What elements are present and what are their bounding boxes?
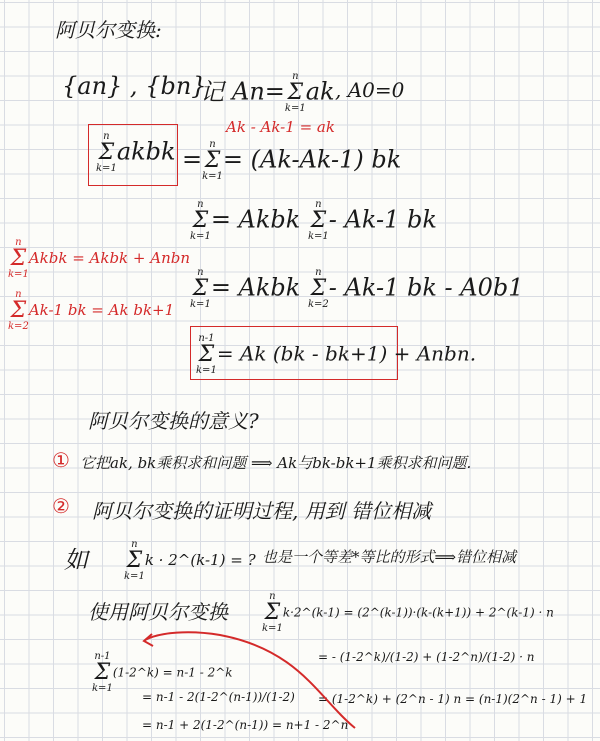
def-ak: ak [305,77,335,106]
l2b-bot: k=1 [307,231,329,242]
l1-sum-top: n [209,139,216,150]
l3-sum-b: n Σ k=2 [307,267,329,310]
lhs-sum: n Σ k=1 [96,131,117,174]
ex-expr: k · 2^(k-1) = ? [144,551,256,569]
l1-sum: n Σ k=1 [202,139,223,182]
l4-sum: n-1 Σ k=1 [196,333,217,376]
example-left-2: = n-1 - 2(1-2^(n-1))/(1-2) [142,690,295,704]
r1a-top: n [15,237,22,248]
example-lead: 如 [64,546,88,574]
def-sum-top: n [292,71,299,82]
l3-text-b: - Ak-1 bk - A0b1 [328,273,524,302]
red-identity: Ak - Ak-1 = ak [226,118,335,136]
def-a0: , A0=0 [335,78,405,102]
example-right-1: = - (1-2^k)/(1-2) + (1-2^n)/(1-2) · n [318,650,535,664]
ap-sum: n Σ k=1 [262,591,283,634]
l2a-top: n [197,199,204,210]
r1-sum-a: n Σ k=1 [8,237,29,280]
point2-num: ② [52,494,70,518]
r2a-top: n [15,289,22,300]
l2-sum-b: n Σ k=1 [307,199,329,242]
meaning-question: 阿贝尔变换的意义? [88,409,259,433]
l3a-top: n [197,267,204,278]
example-right-2: = (1-2^k) + (2^n - 1) n = (n-1)(2^n - 1) + 1 [318,692,588,706]
def-lhs: An= n Σ k=1 ak [232,71,335,114]
l3b-bot: k=2 [307,299,329,310]
l4-bot: k=1 [196,365,217,376]
r2-sum-a: n Σ k=2 [8,289,29,332]
l1-sum-bot: k=1 [202,171,223,182]
sequences-label: {an} , {bn} [62,72,207,100]
l3-sum-a: n Σ k=1 [190,267,211,310]
l2-text-b: - Ak-1 bk [328,205,437,234]
lhs-sum-top: n [103,131,110,142]
point1-num: ① [52,448,70,472]
l1-text: = (Ak-Ak-1) bk [222,145,402,174]
l4-top: n-1 [198,333,215,344]
r2a-bot: k=2 [8,321,29,332]
page-title: 阿贝尔变换: [55,18,162,42]
point2-text: 阿贝尔变换的证明过程, 用到 错位相减 [92,499,432,523]
l3b-top: n [315,267,322,278]
red-eq-1-text: Akbk = Akbk + Anbn [28,249,191,267]
example-left-3: = n-1 + 2(1-2^(n-1)) = n+1 - 2^n [142,718,349,732]
ex-top: n [131,539,138,550]
l2b-top: n [315,199,322,210]
l3-text-a: = Akbk [210,273,301,302]
red-eq-2-text: Ak-1 bk = Ak bk+1 [28,301,175,319]
point1-text: 它把ak, bk乘积求和问题 ⟹ Ak与bk-bk+1乘积求和问题. [80,454,472,472]
ap-text: k·2^(k-1) = (2^(k-1))·(k-(k+1)) + 2^(k-1) · n [282,605,554,620]
l2-sum-a: n Σ k=1 [190,199,211,242]
apply-label: 使用阿贝尔变换 [88,600,228,624]
el-sum: n-1 Σ k=1 [92,651,113,694]
ex-bot: k=1 [124,571,145,582]
example-comment: 也是一个等差*等比的形式⟹错位相减 [262,548,517,566]
deriv-line-1: = n Σ k=1 = (Ak-Ak-1) bk [182,139,402,182]
r1a-bot: k=1 [8,269,29,280]
l2-text-a: = Akbk [210,205,301,234]
note-label: 记 [200,78,224,106]
l3a-bot: k=1 [190,299,211,310]
ap-top: n [269,591,276,602]
ap-bot: k=1 [262,623,283,634]
l2a-bot: k=1 [190,231,211,242]
el-top: n-1 [94,651,111,662]
def-sum-bot: k=1 [284,103,306,114]
lhs-sum-bot: k=1 [96,163,117,174]
el-text: (1-2^k) = n-1 - 2^k [112,665,233,680]
def-sum: n Σ k=1 [284,71,306,114]
ex-sum: n Σ k=1 [124,539,145,582]
el-bot: k=1 [92,683,113,694]
def-An: An [232,77,265,106]
lhs-term: akbk [116,137,176,166]
l4-text: = Ak (bk - bk+1) + Anbn. [216,341,477,366]
